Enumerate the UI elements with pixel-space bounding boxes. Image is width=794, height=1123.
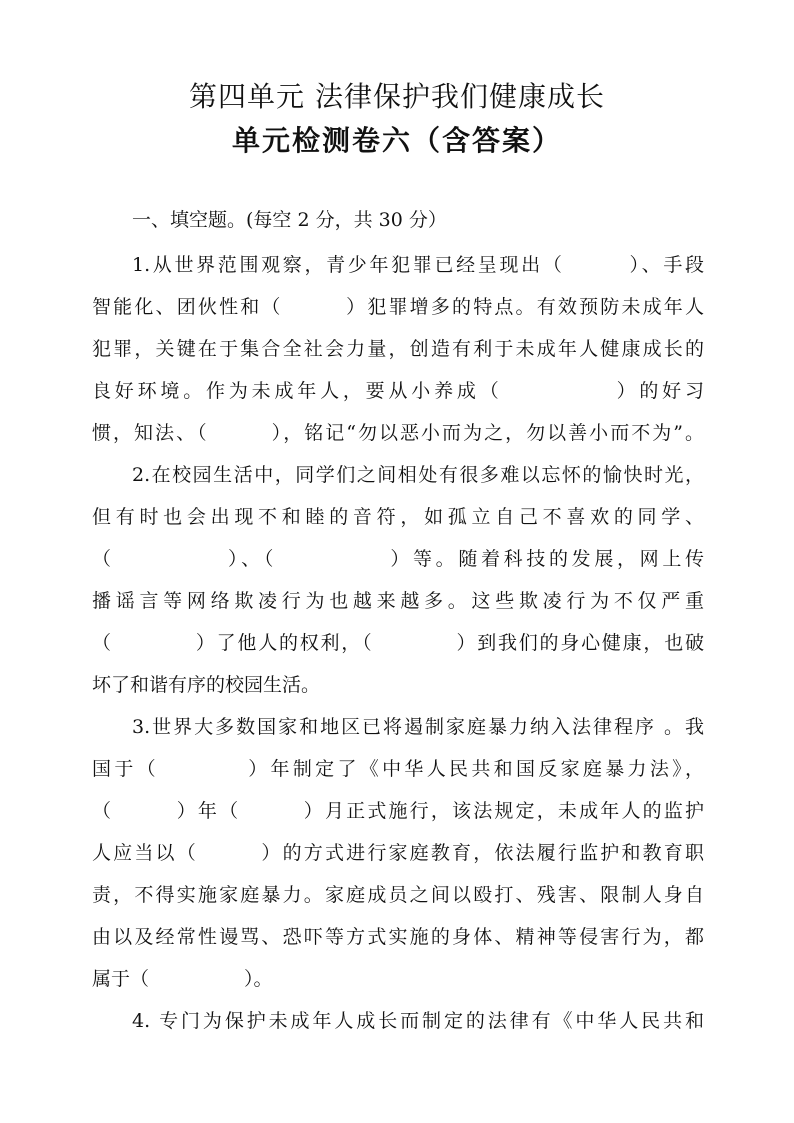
q1-line-1: 1.从世界范围观察，青少年犯罪已经呈现出（ ）、手段 bbox=[132, 254, 704, 276]
q2-line-3: （ ）、（ ）等。随着科技的发展，网上传 bbox=[92, 548, 704, 570]
q3-line-3: （ ）年（ ）月正式施行，该法规定，未成年人的监护 bbox=[92, 800, 704, 822]
q2-line-5: （ ）了他人的权利，（ ）到我们的身心健康，也破 bbox=[92, 632, 704, 654]
page-title: 第四单元 法律保护我们健康成长 bbox=[189, 80, 605, 113]
q3-line-1: 3.世界大多数国家和地区已将遏制家庭暴力纳入法律程序 。我 bbox=[132, 716, 704, 738]
q2-line-6: 坏了和谐有序的校园生活。 bbox=[92, 674, 321, 696]
page-subtitle: 单元检测卷六（含答案） bbox=[231, 124, 562, 157]
q4-line-1: 4. 专门为保护未成年人成长而制定的法律有《中华人民共和 bbox=[132, 1010, 704, 1032]
q3-line-2: 国于（ ）年制定了《中华人民共和国反家庭暴力法》， bbox=[92, 758, 704, 780]
q2-line-4: 播谣言等网络欺凌行为也越来越多。这些欺凌行为不仅严重 bbox=[92, 590, 704, 612]
q1-line-5: 惯，知法、（ ），铭记“勿以恶小而为之，勿以善小而不为”。 bbox=[92, 422, 704, 444]
q2-line-2: 但有时也会出现不和睦的音符，如孤立自己不喜欢的同学、 bbox=[92, 506, 704, 528]
q2-line-1: 2.在校园生活中，同学们之间相处有很多难以忘怀的愉快时光， bbox=[132, 464, 704, 486]
q3-line-4: 人应当以（ ）的方式进行家庭教育，依法履行监护和教育职 bbox=[92, 842, 704, 864]
q3-line-6: 由以及经常性谩骂、恐吓等方式实施的身体、精神等侵害行为，都 bbox=[92, 926, 704, 948]
q1-line-3: 犯罪，关键在于集合全社会力量，创造有利于未成年人健康成长的 bbox=[92, 338, 704, 360]
q3-line-5: 责，不得实施家庭暴力。家庭成员之间以殴打、残害、限制人身自 bbox=[92, 884, 704, 906]
q1-line-2: 智能化、团伙性和（ ）犯罪增多的特点。有效预防未成年人 bbox=[92, 296, 704, 318]
q3-line-7: 属于（ ）。 bbox=[92, 968, 273, 990]
q1-line-4: 良好环境。作为未成年人，要从小养成（ ）的好习 bbox=[92, 380, 704, 402]
section-heading: 一、填空题。(每空 2 分，共 30 分） bbox=[132, 209, 447, 231]
